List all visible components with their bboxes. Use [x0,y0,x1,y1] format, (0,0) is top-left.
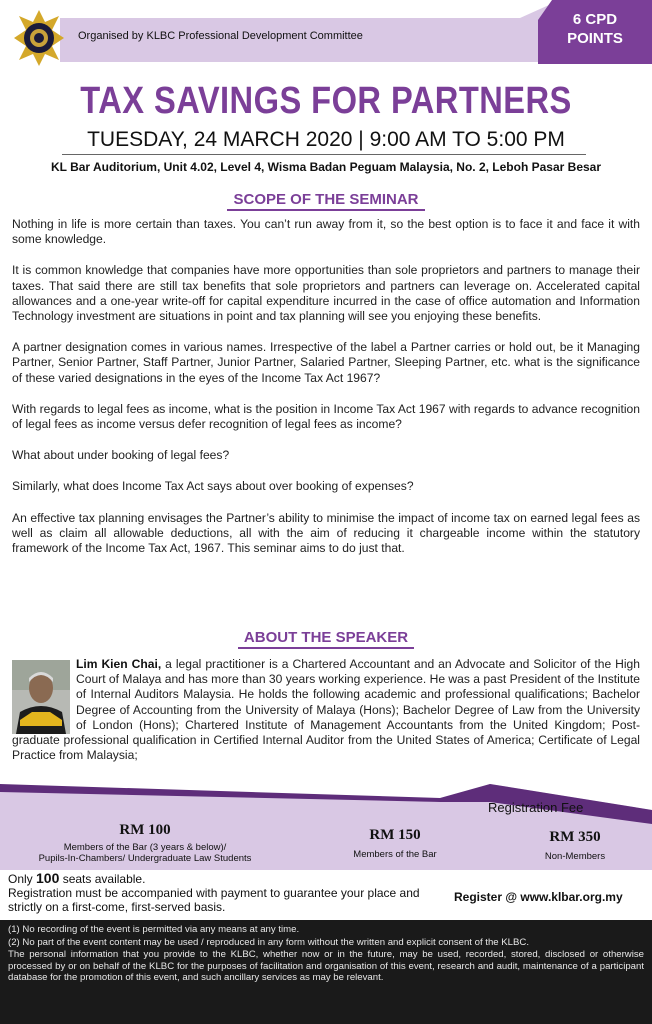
registration-fee-heading: Registration Fee [488,800,584,815]
fee-desc: Non-Members [544,851,606,862]
fee-amount: RM 100 [119,822,171,838]
register-link[interactable]: Register @ www.klbar.org.my [454,890,623,904]
fee-desc: Members of the Bar [353,849,437,860]
scope-heading: SCOPE OF THE SEMINAR [0,191,652,211]
scope-body [12,217,640,572]
cpd-points: 6 CPD [572,11,618,28]
fee-non-members [510,829,640,862]
footer-line: (2) No part of the event content may be used / reproduced in any form without the written and explicit consent of the KLBC. [8,936,530,948]
registration-notice: Registration must be accompanied with payment to guarantee your place and strictly on a first-come, first-served basis. [8,886,420,914]
event-title: TAX SAVINGS FOR PARTNERS [80,80,572,122]
fee-members [330,827,460,860]
scope-paragraph: Nothing in life is more certain than taxes. You can’t run away from it, so the best option is to face it and face it with some knowledge. [12,217,640,247]
footer-disclaimer [0,920,652,1024]
scope-paragraph: An effective tax planning envisages the Partner’s ability to minimise the impact of income tax on earned legal fees as well as claim all allowable deductions, all with the aim of reducing it chargeable income within the statutory framework of the Income Tax Act, 1967. This seminar aims to do just that. [12,510,640,556]
speaker-bio-text: a legal practitioner is a Chartered Accountant and an Advocate and Solicitor of the High Court of Malaya and has more than 30 years working experience. He was a past President of the Institute of Internal Auditors Malaysia. He holds the following academic and professional qualifications; Bachelor Degree of Accounting from the University of Malaya (Hons); Bachelor Degree of Law from the University of London (Hons); Chartered Institute of Management Accountants from the United Kingdom; Post-graduate professional qualification in Certified Internal Auditor from the United States of America; Certificate of Legal Practice from Malaysia; [12,657,641,763]
event-date-time: TUESDAY, 24 MARCH 2020 | 9:00 AM TO 5:00 PM [87,128,565,151]
speaker-heading: ABOUT THE SPEAKER [0,629,652,649]
scope-paragraph: Similarly, what does Income Tax Act says about over booking of expenses? [12,479,414,494]
event-venue: KL Bar Auditorium, Unit 4.02, Level 4, Wisma Badan Peguam Malaysia, No. 2, Leboh Pasar Besar [50,160,602,174]
speaker-bio [12,657,640,763]
seats-count: 100 [36,870,60,886]
klbc-logo-icon [12,8,66,68]
fee-amount: RM 350 [549,829,601,845]
organiser-text: Organised by KLBC Professional Development Committee [78,30,363,42]
scope-paragraph: It is common knowledge that companies have more opportunities than sole proprietors and partners to manage their taxes. That said there are still tax benefits that sole proprietors and partners can leverage on. Accelerated capital allowances and a one-year write-off for capital expenditure incurred in the case of office automation and Information Technology investment are situations in point and tax planning will see you enjoying these benefits. [12,263,640,324]
fee-members-junior [20,822,270,864]
footer-line: (1) No recording of the event is permitted via any means at any time. [8,924,300,935]
cpd-label: POINTS [567,30,623,47]
divider [62,154,586,155]
fee-amount: RM 150 [369,827,421,843]
cpd-badge [538,0,652,64]
seats-notice: Only 100 seats available. Registration must be accompanied with payment to guarantee your place and strictly on a first-come, first-served basis. [8,870,420,914]
scope-paragraph: What about under booking of legal fees? [12,448,230,463]
fee-desc: Pupils-In-Chambers/ Undergraduate Law Students [38,853,252,864]
speaker-name: Lim Kien Chai, [76,657,162,671]
scope-paragraph: With regards to legal fees as income, what is the position in Income Tax Act 1967 with regards to advance recognition of legal fees as income versus defer recognition of legal fees as income? [12,401,640,432]
scope-paragraph: A partner designation comes in various names. Irrespective of the label a Partner carries or hold out, be it Managing Partner, Senior Partner, Staff Partner, Junior Partner, Salaried Partner, Sleeping Partner, etc. what is the significance of these varied designations in the eyes of the Income Tax Act 1967? [12,340,640,385]
fee-desc: Members of the Bar (3 years & below)/ [63,842,227,853]
footer-line: The personal information that you provide to the KLBC, whether now or in the future, may be used, recorded, stored, disclosed or otherwise processed by or on behalf of the KLBC for the purposes of facilitation and organisation of this event, research and audit, maintenance of a participant database for the promotion of this event, and such ancillary services as may be relevant. [8,949,644,983]
